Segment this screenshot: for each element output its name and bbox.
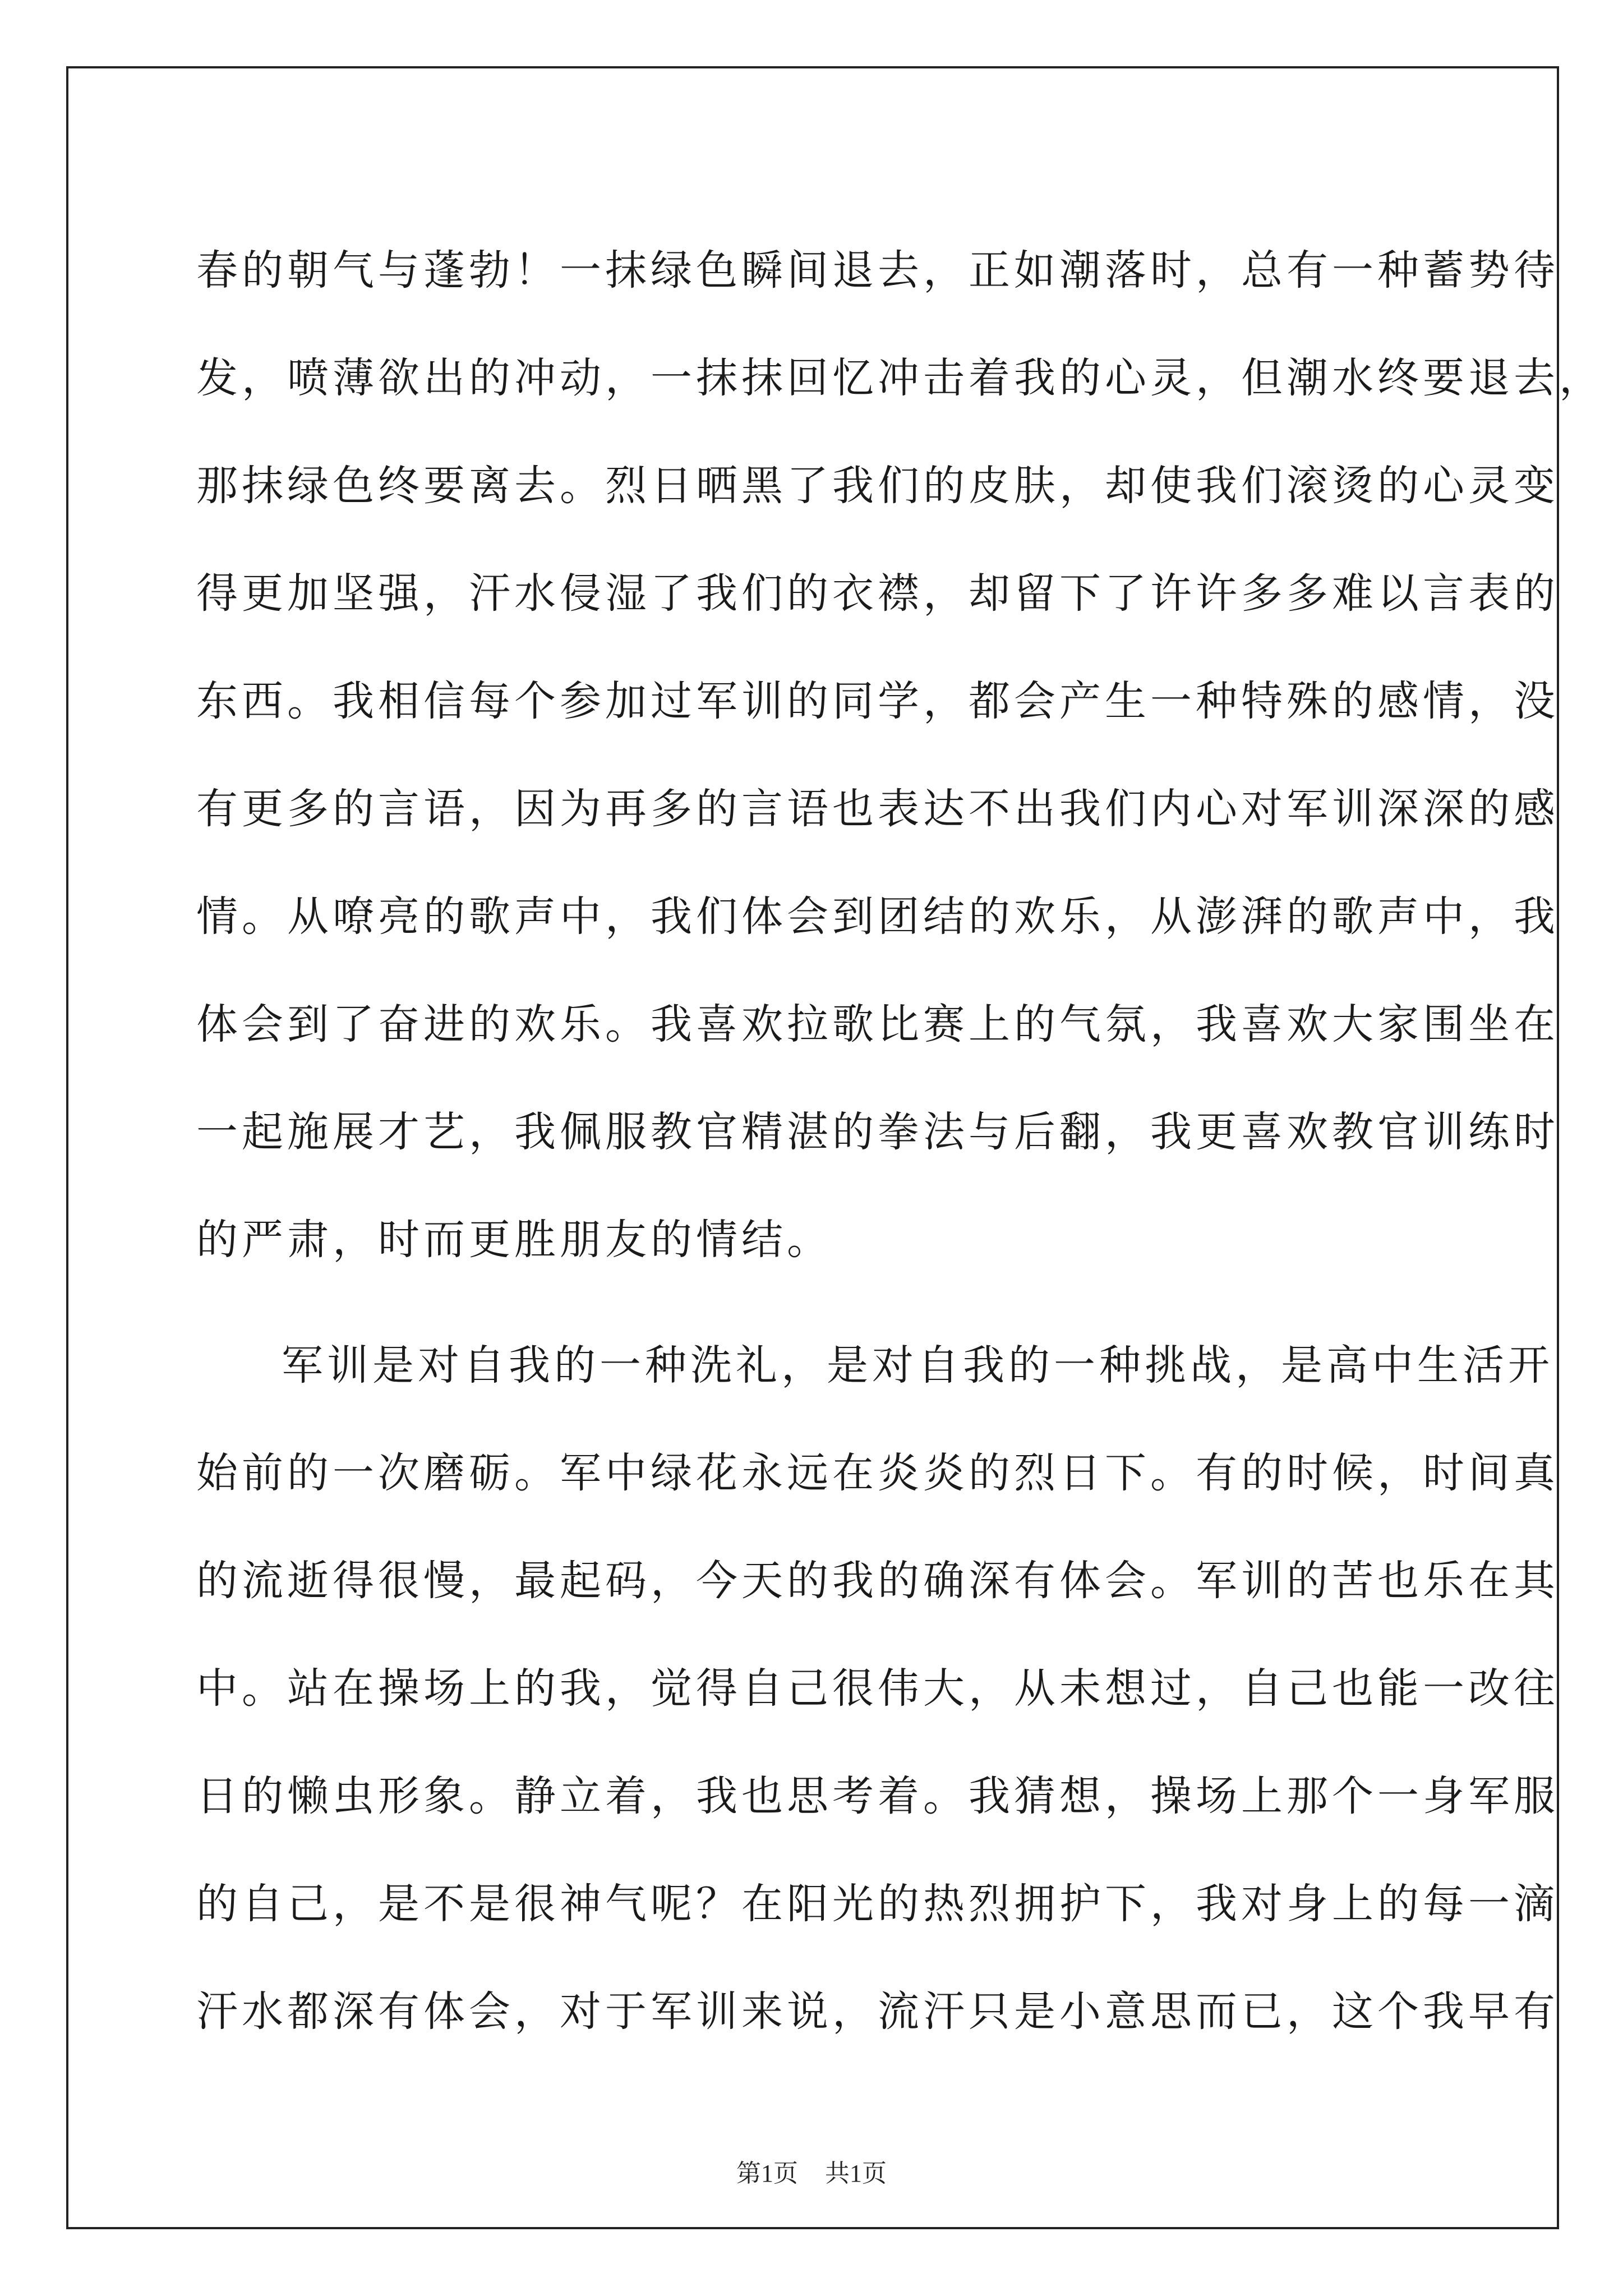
paragraph-gap <box>196 1290 1436 1308</box>
text-line: 的流逝得很慢，最起码，今天的我的确深有体会。军训的苦也乐在其 <box>196 1557 1559 1605</box>
text-line: 东西。我相信每个参加过军训的同学，都会产生一种特殊的感情，没 <box>196 677 1559 725</box>
text-line: 体会到了奋进的欢乐。我喜欢拉歌比赛上的气氛，我喜欢大家围坐在 <box>196 1000 1559 1048</box>
text-line: 日的懒虫形象。静立着，我也思考着。我猜想，操场上那个一身军服 <box>196 1772 1559 1820</box>
text-line: 有更多的言语，因为再多的言语也表达不出我们内心对军训深深的感 <box>196 785 1559 833</box>
text-line: 那抹绿色终要离去。烈日晒黑了我们的皮肤，却使我们滚烫的心灵变 <box>196 462 1559 510</box>
text-line: 得更加坚强，汗水侵湿了我们的衣襟，却留下了许许多多难以言表的 <box>196 569 1559 618</box>
text-line: 春的朝气与蓬勃！一抹绿色瞬间退去，正如潮落时，总有一种蓄势待 <box>196 246 1559 295</box>
text-line: 中。站在操场上的我，觉得自己很伟大，从未想过，自己也能一改往 <box>196 1664 1559 1713</box>
page-number: 第1页 <box>736 2160 798 2187</box>
document-body <box>196 213 1604 2062</box>
text-line: 发，喷薄欲出的冲动，一抹抹回忆冲击着我的心灵，但潮水终要退去， <box>196 354 1604 402</box>
text-line: 情。从嘹亮的歌声中，我们体会到团结的欢乐，从澎湃的歌声中，我 <box>196 892 1559 941</box>
text-line: 的自己，是不是很神气呢？在阳光的热烈拥护下，我对身上的每一滴 <box>196 1880 1559 1928</box>
text-line: 的严肃，时而更胜朋友的情结。 <box>196 1216 832 1264</box>
paragraph-1 <box>196 213 1604 1290</box>
page-footer <box>0 2153 1623 2189</box>
page-total: 共1页 <box>825 2160 887 2187</box>
text-line: 始前的一次磨砺。军中绿花永远在炎炎的烈日下。有的时候，时间真 <box>196 1449 1559 1497</box>
text-line: 一起施展才艺，我佩服教官精湛的拳法与后翻，我更喜欢教官训练时 <box>196 1108 1559 1156</box>
text-line: 汗水都深有体会，对于军训来说，流汗只是小意思而已，这个我早有 <box>196 1987 1559 2036</box>
paragraph-2 <box>196 1308 1559 2062</box>
text-line: 军训是对自我的一种洗礼，是对自我的一种挑战，是高中生活开 <box>282 1341 1553 1389</box>
